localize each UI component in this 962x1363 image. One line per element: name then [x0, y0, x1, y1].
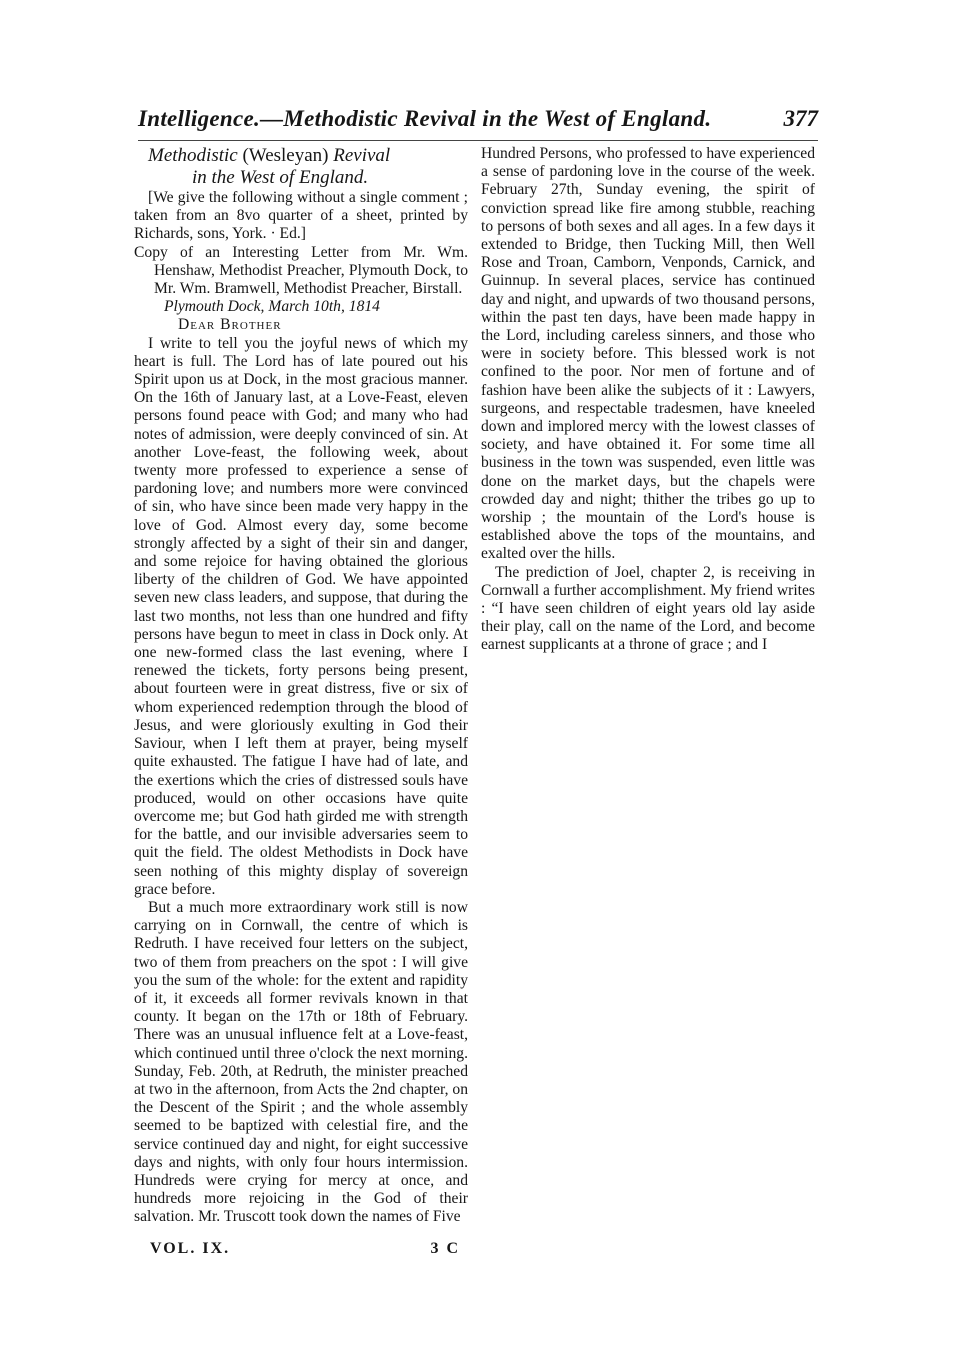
- paragraph-1: I write to tell you the joyful news of which my heart is full. The Lord has of late poured out his Spirit upon us at Dock, in the most gracious manner. On the 16th of January last, at a Love-Feast, eleven persons found peace with God; and many who had notes of admission, were deeply convinced of sin. At another Love-feast, the following week, about twenty more professed to experience a sense of pardoning love; and numbers more were convinced of sin, who have since been made very happy in the love of God. Almost every day, some become strongly affected by a sight of their sin and danger, and some rejoice for having obtained the glorious liberty of the children of God. We have appointed seven new class leaders, and suppose, that during the last two months, not less than one hundred and fifty persons have begun to meet in class in Dock only. At one new-formed class the last evening, where I renewed the tickets, forty persons being present, about fourteen were in great distress, five or six of whom experienced redemption through the blood of Jesus, and were gloriously exulting in God their Saviour, when I left them at prayer, being myself quite exhausted. The fatigue I have had of late, and the exertions which the cries of distressed souls have produced, would on other occasions have quite overcome me; but God hath girded me with strength for the battle, and our invisible adversaries seem to quit the field. The oldest Methodists in Dock have seen nothing of this mighty display of sovereign grace before.: [134, 334, 468, 898]
- volume-label: VOL. IX.: [150, 1240, 231, 1257]
- salutation: Dear Brother: [178, 316, 282, 334]
- running-head: [138, 106, 818, 141]
- paragraph-3: The prediction of Joel, chapter 2, is receiving in Cornwall a further accomplishment. My friend writes : “I have seen children of eight years old lay aside their play, call on the name of the Lord, and become earnest supplicants at a throne of grace ; and I: [481, 563, 815, 654]
- article-title-line2: in the West of England.: [192, 167, 369, 188]
- paragraph-2: But a much more extraordinary work still is now carrying on in Cornwall, the centre of which is Redruth. I have received four letters on the subject, two of them from preachers on the spot : I will give you the sum of the whole: for the extent and rapidity of it, it exceeds all former revivals known in that county. It began on the 17th or 18th of February. There was an unusual influence felt at a Love-feast, which continued until three o'clock the next morning. Sunday, Feb. 20th, at Redruth, the minister preached at two in the afternoon, from Acts the 2nd chapter, on the Descent of the Spirit ; and the whole assembly seemed to be baptized with celestial fire, and the service continued day and night, for eight successive days and nights, with only four hours intermission. Hundreds were crying for mercy at once, and hundreds more rejoicing in the God of their salvation. Mr. Truscott took down the names of Five: [134, 898, 468, 1226]
- article-title-part3: Revival: [333, 145, 391, 166]
- editor-note: [We give the following without a single comment ; taken from an 8vo quarter of a sheet, printed by Richards, sons, York. · Ed.]: [134, 189, 468, 243]
- page-footer: [150, 1240, 460, 1260]
- paragraph-2-continued: Hundred Persons, who professed to have experienced a sense of pardoning love in the course of the week. February 27th, Sunday evening, the spirit of conviction spread like fire among stubble, reaching to persons of both sexes and all ages. In a few days it extended to Bridge, then Tucking Mill, then Well Rose and Troan, Camborn, Venponds, Carnick, and Guinnup. In several places, service has continued day and night, and upwards of two thousand persons, within the past ten days, have been made happy in the Lord, including careless sinners, and those who were in society before. This blessed work is not confined to the poor. Nor men of fortune and of fashion have been alike the subjects of it : Lawyers, surgeons, and respectable tradesmen, have kneeled down and implored mercy with the lowest classes of society, and have obtained it. For some time all business in the town was suspended, even little was done on the market days, but the chapels were crowded day and night; thither the tribes go up to worship ; the mountain of the Lord's house is established above the tops of the mountains, and exalted over the hills.: [481, 145, 815, 563]
- dateline: Plymouth Dock, March 10th, 1814: [164, 298, 380, 316]
- article-title-part2: (Wesleyan): [237, 145, 334, 166]
- running-head-title: Intelligence.—Methodistic Revival in the West of England.: [138, 106, 712, 131]
- article-title: [134, 145, 468, 189]
- column-left: [134, 145, 468, 1227]
- letter-heading: Copy of an Interesting Letter from Mr. Wm. Henshaw, Methodist Preacher, Plymouth Dock, to Mr. Wm. Bramwell, Methodist Preacher, Birstall.: [134, 243, 468, 298]
- article-title-part1: Methodistic: [148, 145, 238, 166]
- signature-mark: 3 C: [430, 1240, 460, 1257]
- column-right: [481, 145, 815, 655]
- page-number: 377: [783, 106, 818, 131]
